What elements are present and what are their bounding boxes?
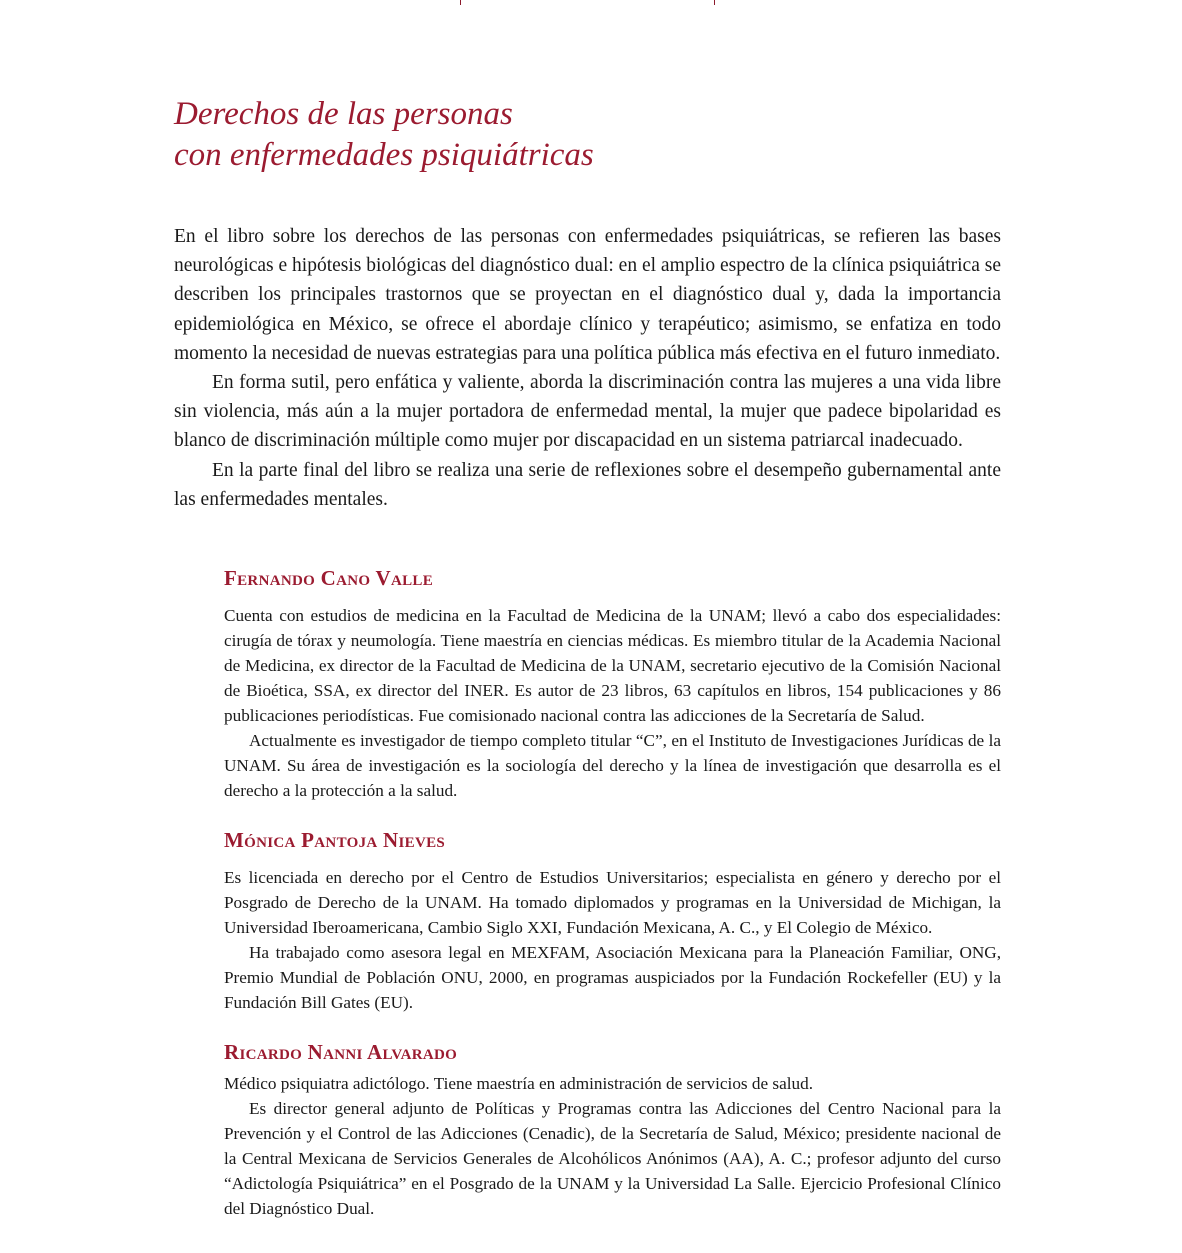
crop-mark-right bbox=[714, 0, 715, 5]
page-title-line-2: con enfermedades psiquiátricas bbox=[174, 137, 594, 173]
author-bio-text bbox=[224, 603, 1001, 803]
author-name: Fernando Cano Valle bbox=[224, 566, 433, 590]
intro-paragraph-1: En el libro sobre los derechos de las personas con enfermedades psiquiátricas, se refieren las bases neurológicas e hipótesis biológicas del diagnóstico dual: en el amplio espectro de la clínica psiquiátrica se describen los principales trastornos que se proyectan en el diagnóstico dual y, dada la importancia epidemiológica en México, se ofrece el abordaje clínico y terapéutico; asimismo, se enfatiza en todo momento la necesidad de nuevas estrategias para una política pública más efectiva en el futuro inmediato. bbox=[174, 226, 1001, 364]
author-bio-cano-valle bbox=[224, 562, 1001, 803]
author-bio-text bbox=[224, 1071, 1001, 1221]
author-bio-pantoja-nieves bbox=[224, 824, 1001, 1015]
author-bio-text bbox=[224, 865, 1001, 1015]
author-bio-paragraph-1: Cuenta con estudios de medicina en la Facultad de Medicina de la UNAM; llevó a cabo dos especialidades: cirugía de tórax y neumología. Tiene maestría en ciencias médicas. Es miembro titular de la Academia Nacional de Medicina, ex director de la Facultad de Medicina de la UNAM, secretario ejecutivo de la Comisión Nacional de Bioética, SSA, ex director del INER. Es autor de 23 libros, 63 capítulos en libros, 154 publicaciones y 86 publicaciones periodísticas. Fue comisionado nacional contra las adicciones de la Secretaría de Salud. bbox=[224, 606, 1001, 725]
author-name: Mónica Pantoja Nieves bbox=[224, 828, 446, 852]
page-title-line-1: Derechos de las personas bbox=[174, 96, 513, 132]
author-bio-paragraph-2: Actualmente es investigador de tiempo completo titular “C”, en el Instituto de Investigaciones Jurídicas de la UNAM. Su área de investigación es la sociología del derecho y la línea de investigación que desarrolla es el derecho a la protección a la salud. bbox=[224, 731, 1001, 800]
intro-paragraph-3: En la parte final del libro se realiza una serie de reflexiones sobre el desempeño gubernamental ante las enfermedades mentales. bbox=[174, 459, 1001, 510]
author-name: Ricardo Nanni Alvarado bbox=[224, 1040, 458, 1064]
crop-mark-left bbox=[460, 0, 461, 5]
intro-paragraph-2: En forma sutil, pero enfática y valiente, aborda la discriminación contra las mujeres a una vida libre sin violencia, más aún a la mujer portadora de enfermedad mental, la mujer que padece bipolaridad es blanco de discriminación múltiple como mujer por discapacidad en un sistema patriarcal inadecuado. bbox=[174, 372, 1001, 452]
author-bio-nanni-alvarado bbox=[224, 1036, 1001, 1221]
page-title bbox=[174, 94, 594, 176]
author-bio-paragraph-2: Es director general adjunto de Políticas y Programas contra las Adicciones del Centro Nacional para la Prevención y el Control de las Adicciones (Cenadic), de la Secretaría de Salud, México; presidente nacional de la Central Mexicana de Servicios Generales de Alcohólicos Anónimos (AA), A. C.; profesor adjunto del curso “Adictología Psiquiátrica” en el Posgrado de la UNAM y la Universidad La Salle. Ejercicio Profesional Clínico del Diagnóstico Dual. bbox=[224, 1099, 1001, 1218]
author-bio-paragraph-1: Es licenciada en derecho por el Centro de Estudios Universitarios; especialista en género y derecho por el Posgrado de Derecho de la UNAM. Ha tomado diplomados y programas en la Universidad de Michigan, la Universidad Iberoamericana, Cambio Siglo XXI, Fundación Mexicana, A. C., y El Colegio de México. bbox=[224, 868, 1001, 937]
author-bios bbox=[224, 562, 1001, 1221]
author-bio-paragraph-2: Ha trabajado como asesora legal en MEXFAM, Asociación Mexicana para la Planeación Familiar, ONG, Premio Mundial de Población ONU, 2000, en programas auspiciados por la Fundación Rockefeller (EU) y la Fundación Bill Gates (EU). bbox=[224, 943, 1001, 1012]
author-bio-paragraph-1: Médico psiquiatra adictólogo. Tiene maestría en administración de servicios de salud. bbox=[224, 1074, 814, 1093]
intro-section bbox=[174, 222, 1001, 514]
